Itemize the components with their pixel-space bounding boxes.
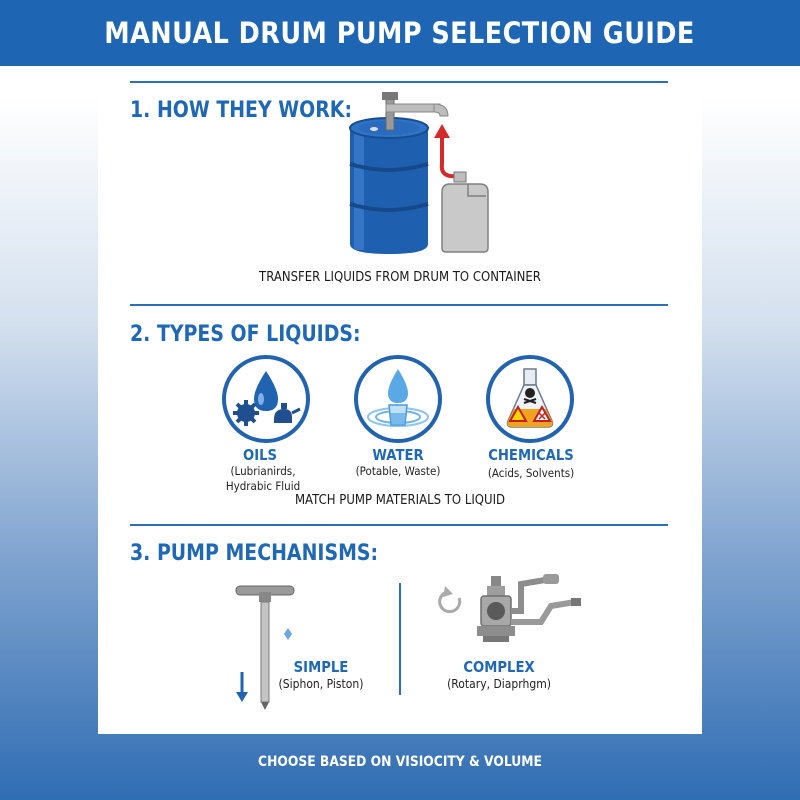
liquid-desc-oils-line1: (Lubrianirds, [230, 464, 296, 478]
header-bar [0, 0, 800, 66]
mechanism-desc-complex: (Rotary, Diaprhgm) [447, 677, 551, 691]
liquid-name-water: WATER [372, 446, 424, 464]
piston-pump-icon [228, 580, 308, 712]
footer-text: CHOOSE BASED ON VISIOCITY & VOLUME [258, 754, 542, 770]
drum-transfer-illustration [330, 86, 500, 258]
liquid-desc-water: (Potable, Waste) [355, 464, 441, 478]
mechanism-desc-simple: (Siphon, Piston) [278, 677, 364, 691]
section-1-title: 1. HOW THEY WORK: [130, 98, 353, 123]
liquid-desc-oils-line2: Hydrabic Fluid [225, 479, 301, 493]
page-title: MANUAL DRUM PUMP SELECTION GUIDE [104, 16, 696, 50]
chemical-flask-hazard-icon [486, 355, 574, 443]
liquid-name-chemicals: CHEMICALS [488, 446, 574, 464]
mechanism-divider [399, 583, 401, 695]
water-drop-glass-icon [354, 355, 442, 443]
section-2-title: 2. TYPES OF LIQUIDS: [130, 322, 361, 347]
liquid-desc-chemicals: (Acids, Solvents) [487, 466, 575, 480]
section-divider [130, 524, 668, 526]
section-divider [130, 304, 668, 306]
rotary-pump-icon [425, 572, 585, 652]
liquid-name-oils: OILS [242, 446, 278, 464]
section-divider [130, 81, 668, 83]
mechanism-name-complex: COMPLEX [463, 658, 535, 676]
section-2-caption: MATCH PUMP MATERIALS TO LIQUID [294, 493, 506, 508]
mechanism-name-simple: SIMPLE [293, 658, 349, 676]
jerry-can-icon [442, 172, 488, 252]
flow-arrow-icon [434, 124, 458, 176]
section-3-title: 3. PUMP MECHANISMS: [130, 541, 379, 566]
oil-drop-gear-icon [222, 355, 310, 443]
section-1-caption: TRANSFER LIQUIDS FROM DRUM TO CONTAINER [259, 270, 541, 285]
blue-drum-icon [350, 118, 428, 254]
